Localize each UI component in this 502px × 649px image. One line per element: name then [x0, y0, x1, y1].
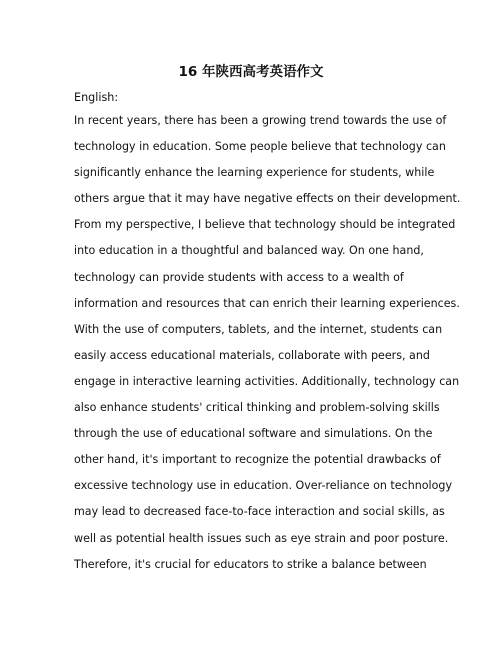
essay-line: other hand, it's important to recognize the potential drawbacks of	[74, 453, 441, 467]
essay-line: technology can provide students with access to a wealth of	[74, 270, 404, 284]
essay-line: easily access educational materials, collaborate with peers, and	[74, 348, 430, 362]
language-label: English:	[74, 91, 119, 104]
essay-line: technology in education. Some people believe that technology can	[74, 140, 446, 154]
essay-line: With the use of computers, tablets, and the internet, students can	[74, 322, 443, 336]
essay-line: engage in interactive learning activities. Additionally, technology can	[74, 374, 460, 388]
essay-line: also enhance students' critical thinking and problem-solving skills	[74, 401, 440, 415]
essay-line: excessive technology use in education. Over-reliance on technology	[74, 479, 453, 493]
essay-line: In recent years, there has been a growing trend towards the use of	[74, 114, 447, 127]
essay-line: significantly enhance the learning experience for students, while	[74, 166, 435, 180]
essay-body	[74, 113, 461, 583]
document-title: 16 年陕西高考英语作文	[178, 64, 324, 80]
essay-line: may lead to decreased face-to-face interaction and social skills, as	[74, 505, 445, 519]
essay-line: Therefore, it's crucial for educators to strike a balance between	[74, 557, 427, 571]
essay-line: information and resources that can enrich their learning experiences.	[74, 296, 460, 310]
essay-line: into education in a thoughtful and balanced way. On one hand,	[74, 244, 424, 258]
essay-line: From my perspective, I believe that technology should be integrated	[74, 218, 456, 232]
essay-line: well as potential health issues such as eye strain and poor posture.	[74, 531, 449, 545]
essay-line: through the use of educational software and simulations. On the	[74, 427, 433, 441]
essay-line: others argue that it may have negative effects on their development.	[74, 192, 461, 206]
